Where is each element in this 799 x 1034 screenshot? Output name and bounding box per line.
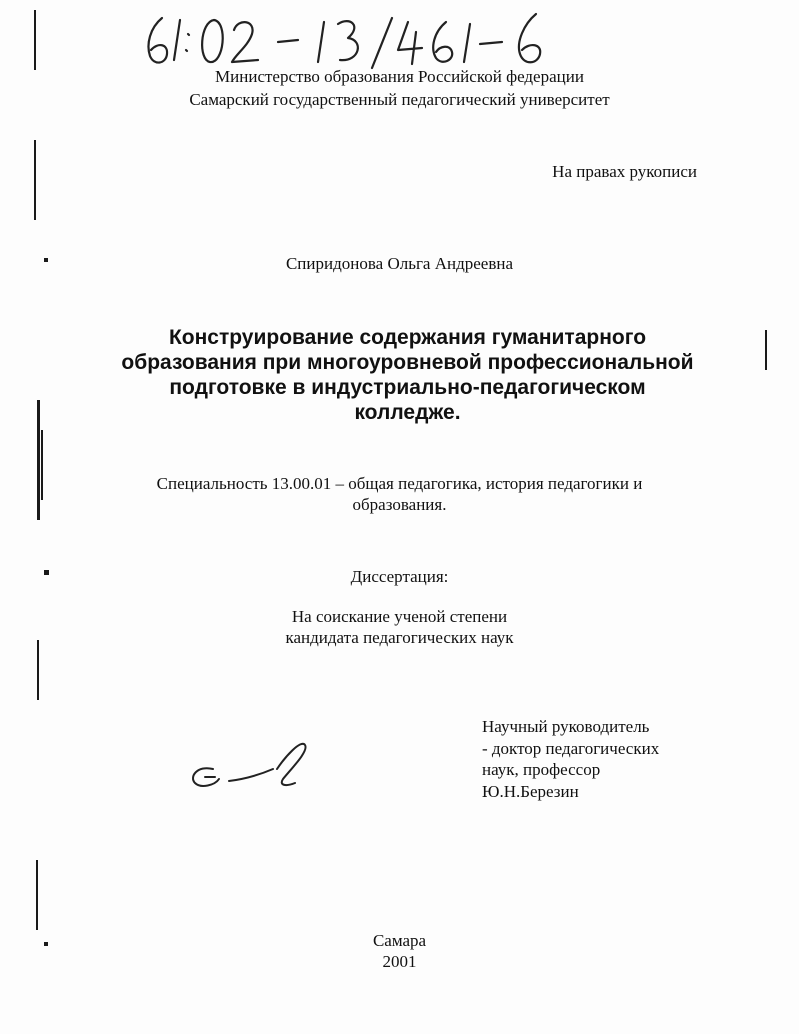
supervisor-line: наук, профессор [482, 760, 601, 779]
specialty-line: образования. [352, 495, 447, 514]
supervisor-line: - доктор педагогических [482, 738, 660, 758]
handwritten-signature [185, 735, 315, 795]
ministry-name: Министерство образования Российской федерации [215, 67, 584, 86]
supervisor-name: Ю.Н.Березин [482, 781, 579, 801]
university-name: Самарский государственный педагогический университет [189, 90, 610, 109]
dissertation-title-line: колледже. [354, 401, 461, 424]
specialty-line: Специальность 13.00.01 – общая педагогика, история педагогики и [156, 474, 643, 493]
document-type: Диссертация: [350, 567, 449, 586]
dissertation-title-line: подготовке в индустриально-педагогическом [169, 376, 646, 399]
scan-edge-mark [36, 860, 38, 930]
degree-line: кандидата педагогических наук [285, 628, 514, 647]
dissertation-title-line: образования при многоуровневой профессиональной [121, 351, 694, 374]
supervisor-block [482, 716, 659, 802]
handwritten-archive-code [140, 10, 570, 70]
scan-edge-mark [37, 640, 39, 700]
manuscript-rights-note: На правах рукописи [552, 162, 697, 181]
supervisor-line: Научный руководитель [482, 717, 650, 736]
city: Самара [372, 931, 427, 950]
author-name: Спиридонова Ольга Андреевна [285, 254, 514, 273]
year: 2001 [382, 952, 417, 971]
degree-line: На соискание ученой степени [291, 607, 508, 626]
dissertation-title-line: Конструирование содержания гуманитарного [168, 326, 647, 349]
scan-edge-mark [34, 140, 36, 220]
scan-edge-mark [34, 10, 36, 70]
